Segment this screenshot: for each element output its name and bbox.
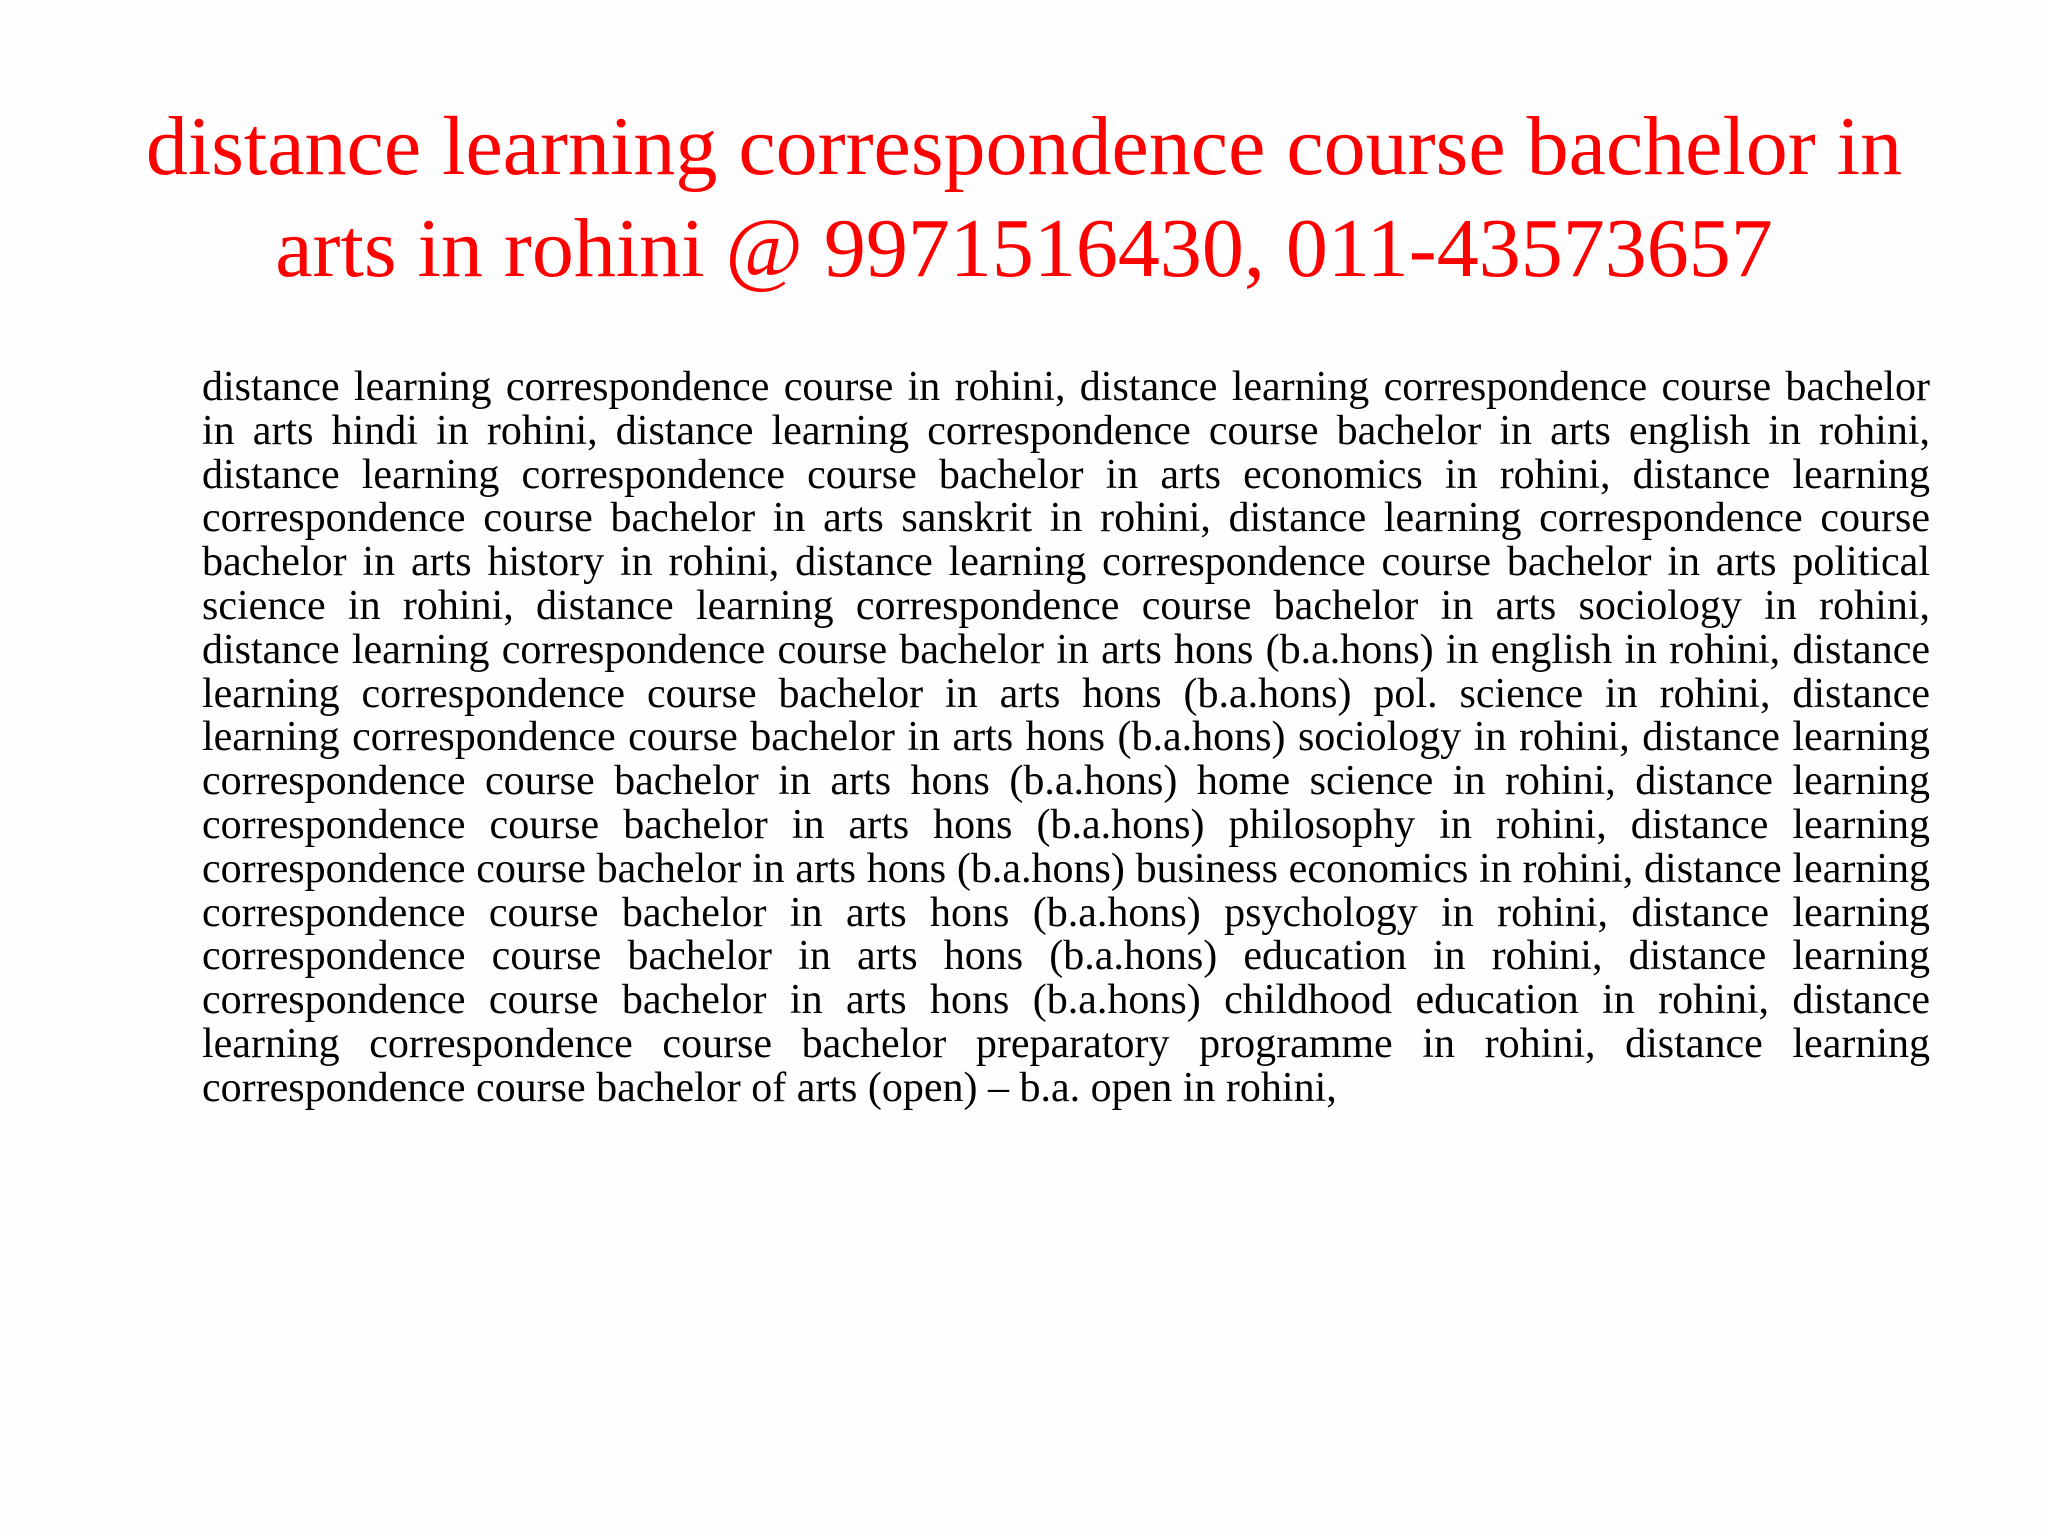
slide-body-text: distance learning correspondence course in rohini, distance learning correspondence course bachelor in arts hindi in rohini, distance learning correspondence course bachelor in arts english in rohini, distance learning correspondence course bachelor in arts economics in rohini, distance learning correspondence course bachelor in arts sanskrit in rohini, distance learning correspondence course bachelor in arts history in rohini, distance learning correspondence course bachelor in arts political science in rohini, distance learning correspondence course bachelor in arts sociology in rohini, distance learning correspondence course bachelor in arts hons (b.a.hons) in english in rohini, distance learning correspondence course bachelor in arts hons (b.a.hons) pol. science in rohini, distance learning correspondence course bachelor in arts hons (b.a.hons) sociology in rohini, distance learning correspondence course bachelor in arts hons (b.a.hons) home science in rohini, distance learning correspondence course bachelor in arts hons (b.a.hons) philosophy in rohini, distance learning correspondence course bachelor in arts hons (b.a.hons) business economics in rohini, distance learning correspondence course bachelor in arts hons (b.a.hons) psychology in rohini, distance learning correspondence course bachelor in arts hons (b.a.hons) education in rohini, distance learning correspondence course bachelor in arts hons (b.a.hons) childhood education in rohini, distance learning correspondence course bachelor preparatory programme in rohini, distance learning correspondence course bachelor of arts (open) – b.a. open in rohini, bbox=[202, 364, 1930, 1111]
slide-title: distance learning correspondence course bachelor in arts in rohini @ 9971516430, 011-43573657 bbox=[145, 100, 1903, 295]
